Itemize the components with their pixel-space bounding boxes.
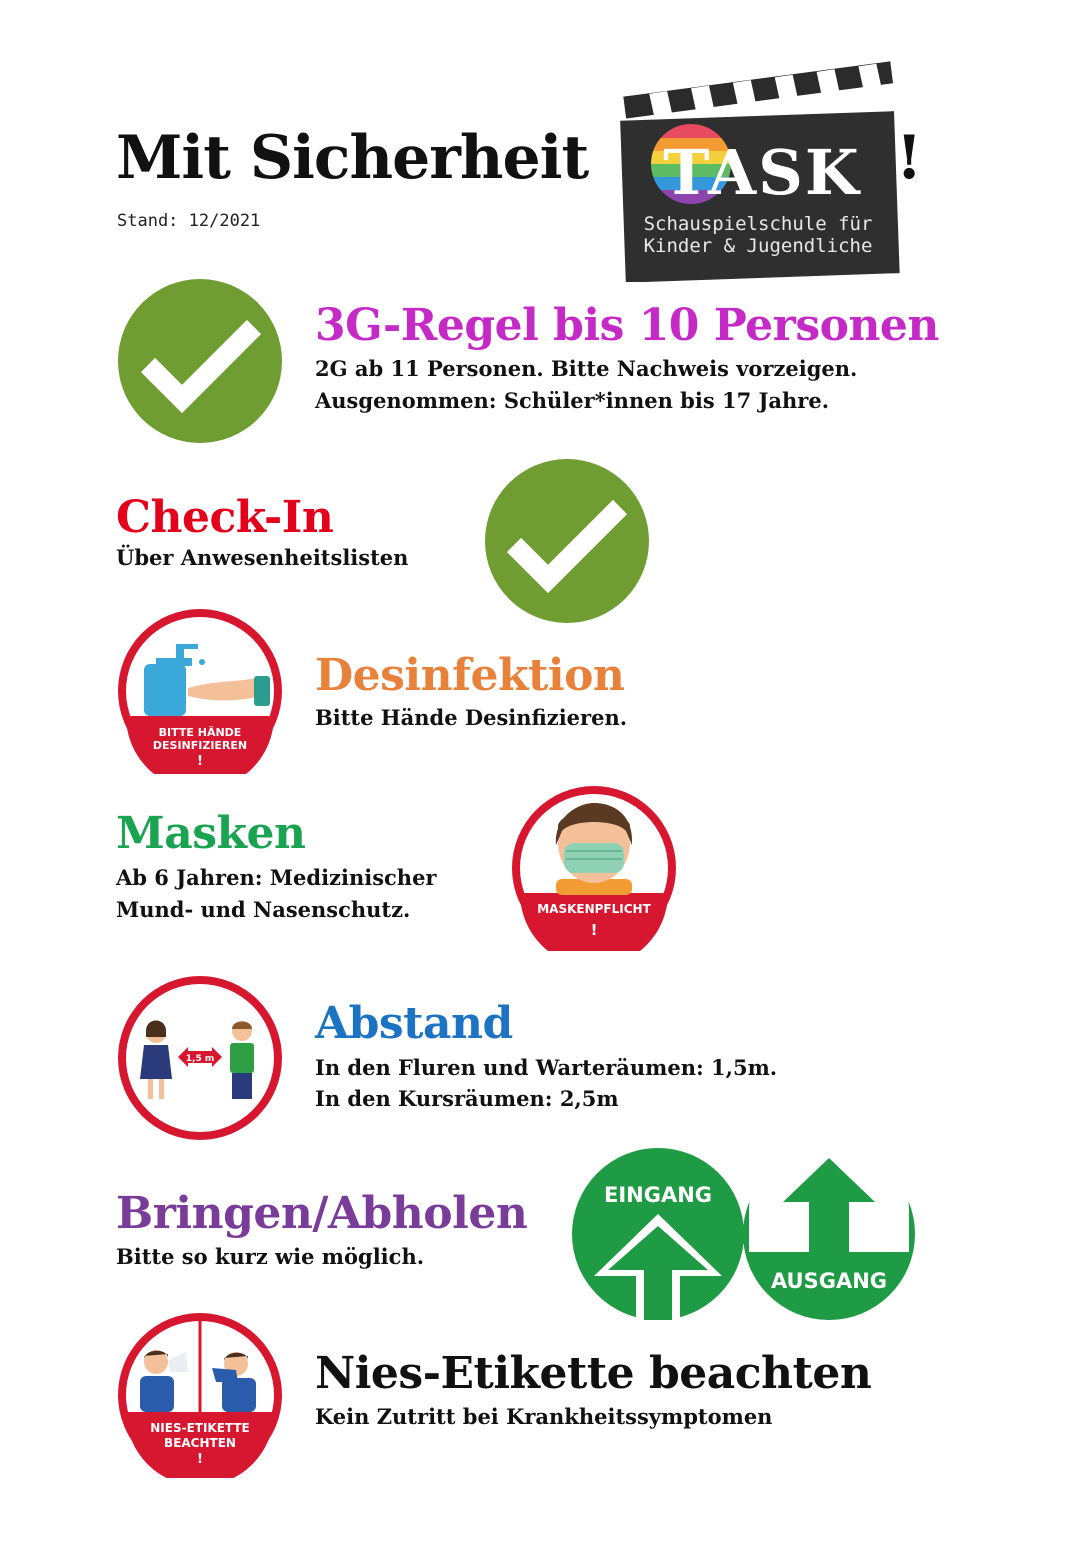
abstand-line-2: In den Kursräumen: 2,5m xyxy=(315,1086,619,1111)
mask-sign-text: MASKENPFLICHT xyxy=(537,902,651,916)
face-mask-icon xyxy=(510,785,678,951)
exit-label: AUSGANG xyxy=(770,1269,888,1293)
sanitizer-sign-mark: ! xyxy=(197,754,203,769)
exit-sign xyxy=(743,1148,915,1320)
sanitizer-sign-text-1: BITTE HÄNDE xyxy=(158,726,242,739)
title-exclamation: ! xyxy=(896,123,923,193)
desinfektion-heading: Desinfektion xyxy=(315,650,625,701)
regel-line-1: 2G ab 11 Personen. Bitte Nachweis vorzeigen. xyxy=(315,356,858,381)
logo-subtitle-2: Kinder & Jugendliche xyxy=(643,235,873,257)
distance-icon xyxy=(116,975,284,1141)
checkin-line-1: Über Anwesenheitslisten xyxy=(116,545,409,570)
desinfektion-line-1: Bitte Hände Desinfizieren. xyxy=(315,705,628,730)
bringen-heading: Bringen/Abholen xyxy=(116,1188,528,1239)
sneeze-sign-mark: ! xyxy=(197,1452,203,1467)
nies-heading: Nies-Etikette beachten xyxy=(315,1348,872,1399)
checkmark-icon xyxy=(484,459,650,623)
sneeze-icon xyxy=(116,1312,284,1478)
masken-heading: Masken xyxy=(116,808,306,859)
entrance-sign xyxy=(572,1148,744,1320)
regel-line-2: Ausgenommen: Schüler*innen bis 17 Jahre. xyxy=(315,388,830,413)
checkin-heading: Check-In xyxy=(116,492,334,543)
bringen-line-1: Bitte so kurz wie möglich. xyxy=(116,1244,425,1269)
masken-line-2: Mund- und Nasenschutz. xyxy=(116,897,411,922)
sanitizer-sign-text-2: DESINFIZIEREN xyxy=(152,739,248,752)
checkmark-icon xyxy=(118,279,282,443)
distance-label: 1,5 m xyxy=(185,1054,215,1064)
nies-line-1: Kein Zutritt bei Krankheitssymptomen xyxy=(315,1404,773,1429)
hand-sanitizer-icon xyxy=(116,608,284,774)
regel-heading: 3G-Regel bis 10 Personen xyxy=(315,300,939,351)
sneeze-sign-text-2: BEACHTEN xyxy=(164,1436,236,1450)
logo-name: TASK xyxy=(663,136,861,209)
logo-subtitle-1: Schauspielschule für xyxy=(643,213,873,235)
abstand-line-1: In den Fluren und Warteräumen: 1,5m. xyxy=(315,1055,778,1080)
mask-sign-mark: ! xyxy=(590,921,598,939)
abstand-heading: Abstand xyxy=(315,998,513,1049)
task-logo xyxy=(612,60,902,282)
page-title: Mit Sicherheit xyxy=(116,123,589,193)
masken-line-1: Ab 6 Jahren: Medizinischer xyxy=(116,865,437,890)
sneeze-sign-text-1: NIES-ETIKETTE xyxy=(150,1421,250,1435)
entrance-label: EINGANG xyxy=(603,1183,713,1207)
stand-date: Stand: 12/2021 xyxy=(117,211,261,231)
